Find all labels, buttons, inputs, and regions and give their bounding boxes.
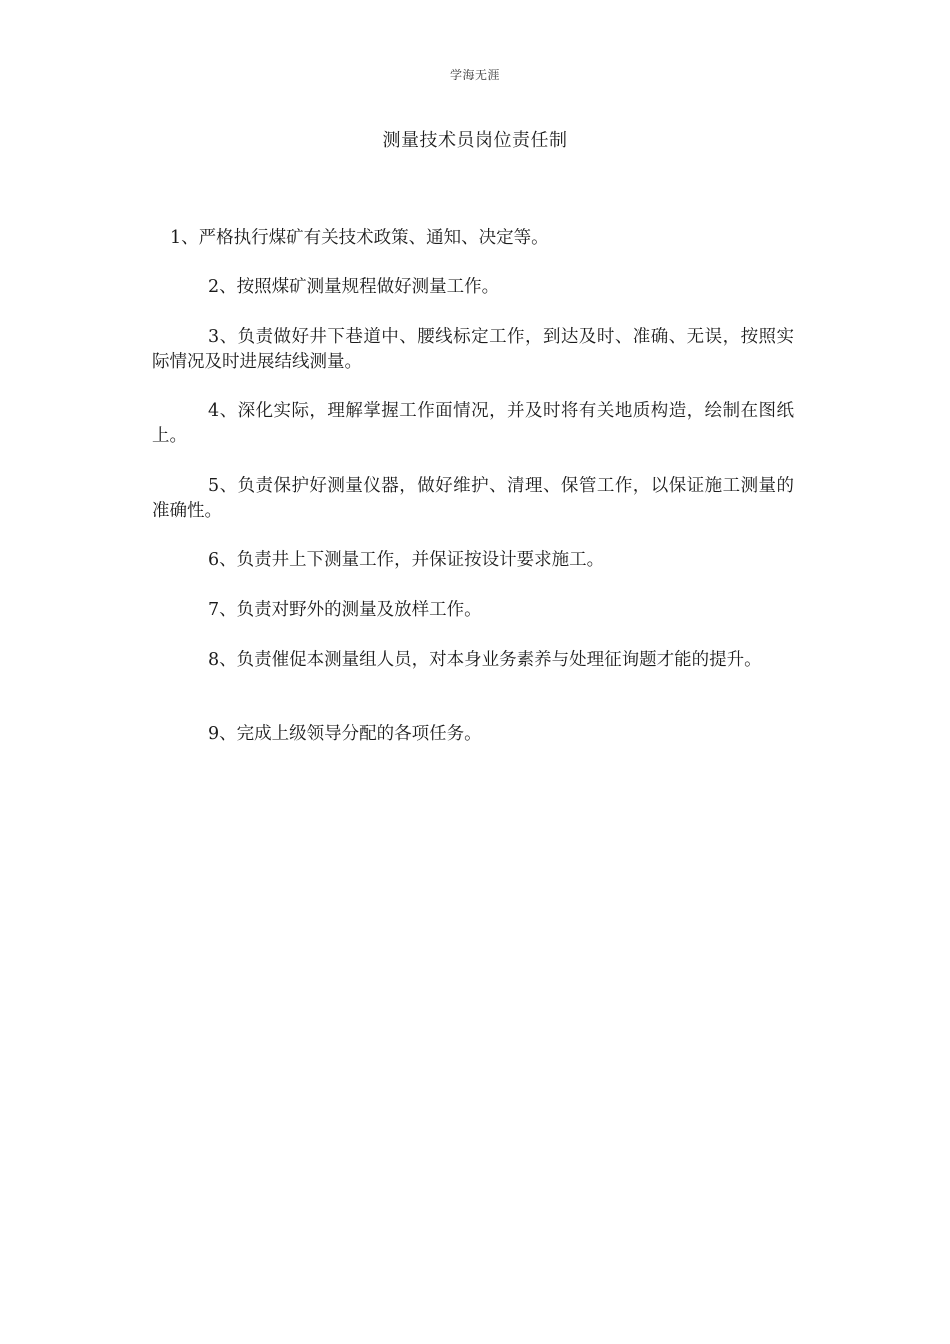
list-item: 3、负责做好井下巷道中、腰线标定工作，到达及时、准确、无误，按照实际情况及时进展结线测量。: [152, 327, 794, 372]
list-item: 1、严格执行煤矿有关技术政策、通知、决定等。: [170, 228, 549, 248]
list-item: 5、负责保护好测量仪器，做好维护、清理、保管工作，以保证施工测量的准确性。: [152, 476, 794, 521]
list-item: 6、负责井上下测量工作，并保证按设计要求施工。: [208, 550, 605, 570]
list-item: 4、深化实际，理解掌握工作面情况，并及时将有关地质构造，绘制在图纸上。: [152, 401, 794, 446]
list-item: 7、负责对野外的测量及放样工作。: [208, 600, 482, 620]
list-item: 2、按照煤矿测量规程做好测量工作。: [208, 277, 500, 297]
list-item: 8、负责催促本测量组人员，对本身业务素养与处理征询题才能的提升。: [208, 650, 762, 670]
page-header: 学海无涯: [449, 68, 500, 82]
list-item: 9、完成上级领导分配的各项任务。: [208, 724, 482, 744]
document-title: 测量技术员岗位责任制: [382, 130, 568, 151]
